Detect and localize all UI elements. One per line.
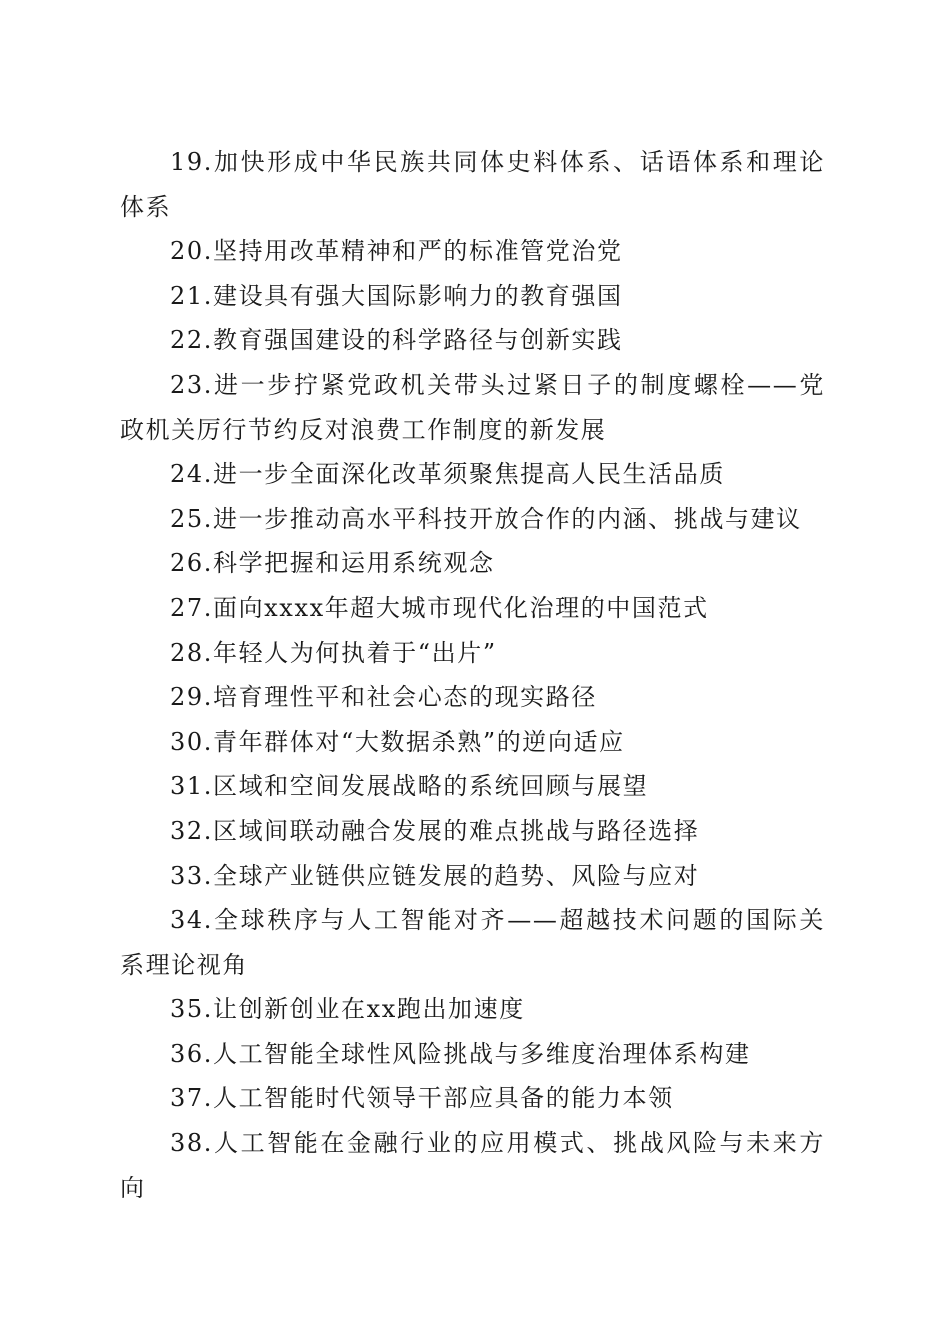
list-item: 21.建设具有强大国际影响力的教育强国: [170, 281, 623, 310]
list-item: 20.坚持用改革精神和严的标准管党治党: [170, 237, 623, 266]
list-item: 28.年轻人为何执着于“出片”: [170, 638, 497, 667]
list-item: 23.进一步拧紧党政机关带头过紧日子的制度螺栓——党政机关厉行节约反对浪费工作制度的新发展: [120, 370, 825, 444]
list-item: 25.进一步推动高水平科技开放合作的内涵、挑战与建议: [170, 504, 802, 533]
list-item: 27.面向xxxx年超大城市现代化治理的中国范式: [170, 593, 709, 622]
list-item: 34.全球秩序与人工智能对齐——超越技术问题的国际关系理论视角: [120, 906, 825, 979]
list-item: 35.让创新创业在xx跑出加速度: [170, 995, 525, 1024]
list-item: 38.人工智能在金融行业的应用模式、挑战风险与未来方向: [120, 1129, 825, 1202]
list-item: 24.进一步全面深化改革须聚焦提高人民生活品质: [170, 460, 725, 489]
list-item: 31.区域和空间发展战略的系统回顾与展望: [170, 772, 649, 801]
list-item: 26.科学把握和运用系统观念: [170, 549, 495, 578]
list-item: 36.人工智能全球性风险挑战与多维度治理体系构建: [170, 1039, 751, 1068]
list-item: 37.人工智能时代领导干部应具备的能力本领: [170, 1084, 674, 1113]
list-item: 22.教育强国建设的科学路径与创新实践: [170, 326, 623, 355]
list-item: 30.青年群体对“大数据杀熟”的逆向适应: [170, 727, 625, 756]
list-item: 32.区域间联动融合发展的难点挑战与路径选择: [170, 816, 700, 845]
list-item: 33.全球产业链供应链发展的趋势、风险与应对: [170, 861, 700, 890]
list-item: 19.加快形成中华民族共同体史料体系、话语体系和理论体系: [120, 148, 825, 221]
topic-list: [120, 140, 825, 1210]
list-item: 29.培育理性平和社会心态的现实路径: [170, 683, 597, 712]
